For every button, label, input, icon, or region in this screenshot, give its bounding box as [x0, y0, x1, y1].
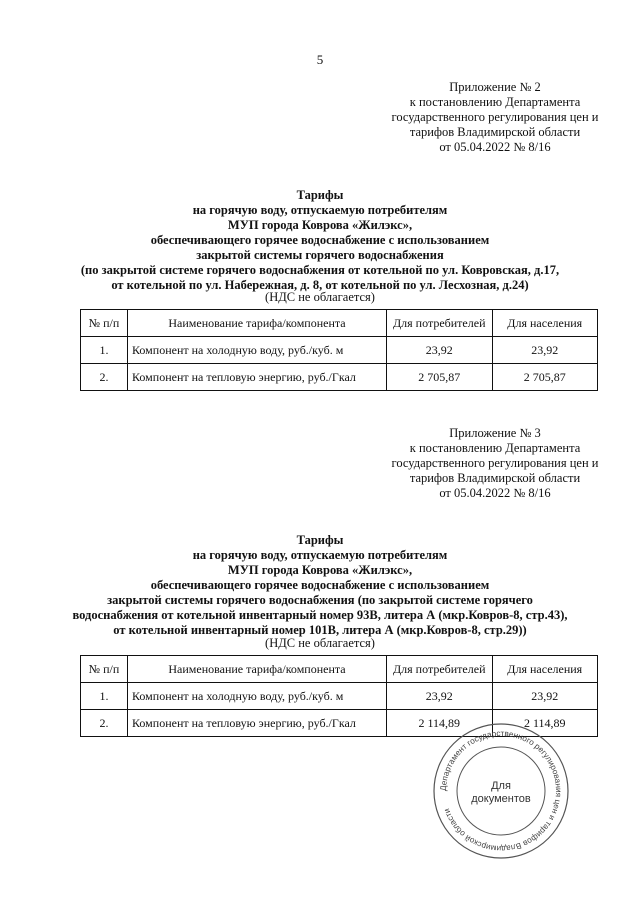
title-line: от котельной по ул. Набережная, д. 8, от котельной по ул. Лесхозная, д.24) [111, 278, 529, 292]
table-cell: Компонент на тепловую энергию, руб./Гкал [128, 364, 387, 391]
header-cell: Для населения [492, 310, 598, 337]
appendix-line: Приложение № 3 [449, 426, 541, 440]
title-line: обеспечивающего горячее водоснабжение с использованием [150, 578, 490, 592]
title-line: обеспечивающего горячее водоснабжение с использованием [150, 233, 490, 247]
title-line: Тарифы [296, 533, 344, 547]
table-cell: 2. [81, 710, 128, 737]
table-row [81, 683, 598, 710]
stamp-line: Для [491, 780, 511, 792]
header-cell: № п/п [81, 310, 128, 337]
table-cell: 23,92 [492, 683, 598, 710]
stamp-center-text [468, 780, 534, 806]
header-cell: № п/п [81, 656, 128, 683]
table-row [81, 337, 598, 364]
title-line: закрытой системы горячего водоснабжения [196, 248, 444, 262]
appendix-line: тарифов Владимирской области [409, 125, 581, 139]
vat-note-2: (НДС не облагается) [265, 636, 375, 650]
tariff-table-1 [80, 309, 598, 391]
appendix-line: к постановлению Департамента [409, 441, 581, 455]
title-line: закрытой системы горячего водоснабжения (по закрытой системе горячего [107, 593, 533, 607]
table-cell: Компонент на холодную воду, руб./куб. м [128, 683, 387, 710]
table-cell: 2 705,87 [387, 364, 493, 391]
title-line: на горячую воду, отпускаемую потребителям [192, 203, 448, 217]
appendix-header-1 [370, 80, 620, 155]
appendix-header-2 [370, 426, 620, 501]
table-cell: 23,92 [492, 337, 598, 364]
header-cell: Наименование тарифа/компонента [128, 310, 387, 337]
tariff-title-1 [0, 188, 640, 293]
table-header-row [81, 656, 598, 683]
title-line: МУП города Коврова «Жилэкс», [227, 218, 413, 232]
title-line: водоснабжения от котельной инвентарный номер 93В, литера А (мкр.Ковров-8, стр.43), [72, 608, 568, 622]
appendix-line: тарифов Владимирской области [409, 471, 581, 485]
table-cell: 2. [81, 364, 128, 391]
header-cell: Наименование тарифа/компонента [128, 656, 387, 683]
appendix-line: государственного регулирования цен и [391, 456, 599, 470]
title-line: от котельной инвентарный номер 101В, литера А (мкр.Ковров-8, стр.29)) [113, 623, 527, 637]
title-line: на горячую воду, отпускаемую потребителям [192, 548, 448, 562]
table-header-row [81, 310, 598, 337]
table-cell: 1. [81, 683, 128, 710]
table-cell: 23,92 [387, 683, 493, 710]
table-cell: 2 114,89 [387, 710, 493, 737]
stamp-ring-text: Департамент государственного регулирования цен и тарифов Владимирской области [438, 728, 564, 854]
appendix-line: Приложение № 2 [449, 80, 541, 94]
stamp-line: документов [471, 793, 531, 805]
tariff-title-2 [0, 533, 640, 638]
table-row [81, 364, 598, 391]
header-cell: Для потребителей [387, 310, 493, 337]
title-line: (по закрытой системе горячего водоснабжения от котельной по ул. Ковровская, д.17, [80, 263, 560, 277]
table-cell: Компонент на тепловую энергию, руб./Гкал [128, 710, 387, 737]
table-cell: 2 705,87 [492, 364, 598, 391]
table-cell: 1. [81, 337, 128, 364]
appendix-line: от 05.04.2022 № 8/16 [439, 486, 551, 500]
appendix-line: к постановлению Департамента [409, 95, 581, 109]
table-cell: Компонент на холодную воду, руб./куб. м [128, 337, 387, 364]
header-cell: Для потребителей [387, 656, 493, 683]
table-cell: 23,92 [387, 337, 493, 364]
appendix-line: от 05.04.2022 № 8/16 [439, 140, 551, 154]
vat-note-1: (НДС не облагается) [265, 290, 375, 304]
title-line: Тарифы [296, 188, 344, 202]
title-line: МУП города Коврова «Жилэкс», [227, 563, 413, 577]
table-cell: 2 114,89 [492, 710, 598, 737]
appendix-line: государственного регулирования цен и [391, 110, 599, 124]
header-cell: Для населения [492, 656, 598, 683]
page-number: 5 [316, 52, 324, 67]
